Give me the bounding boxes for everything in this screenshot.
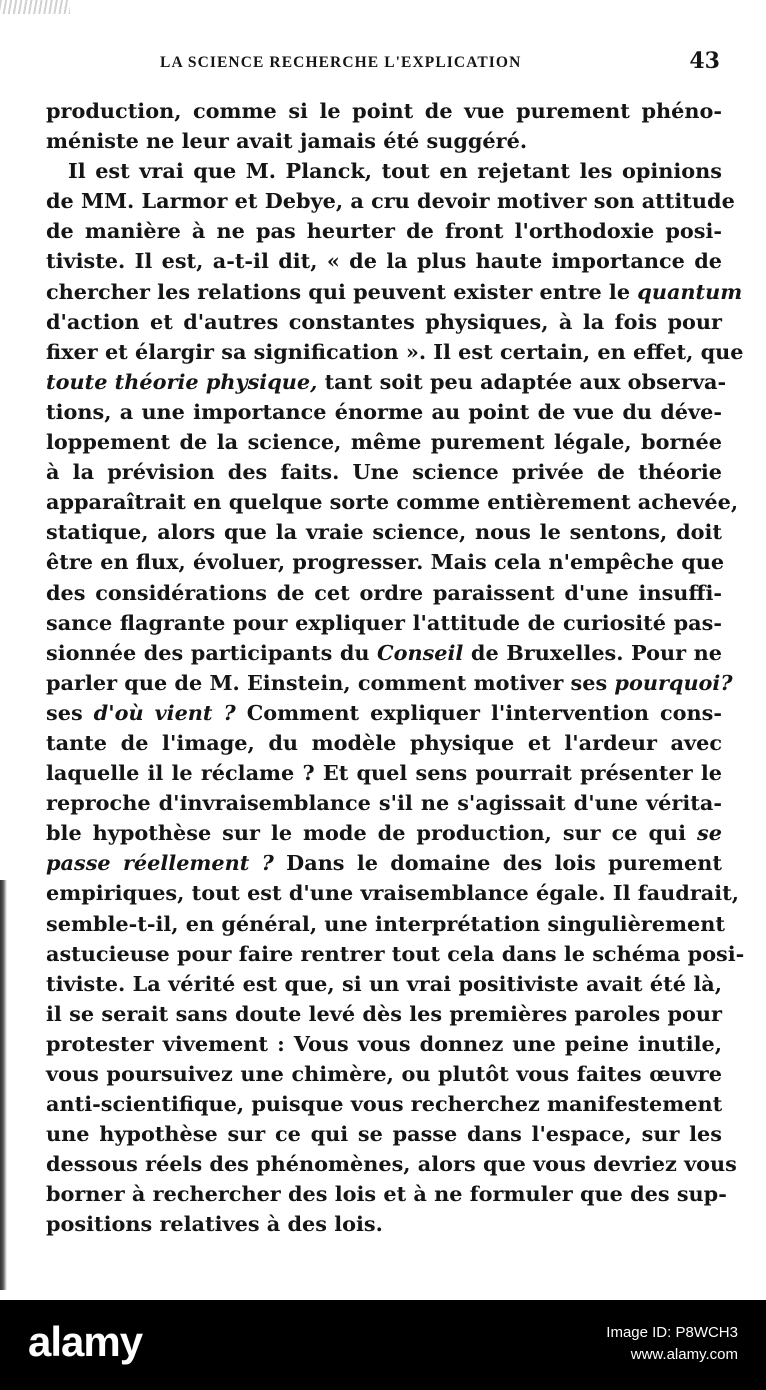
line-text: empiriques, tout est d'une vraisemblance égale. Il faudrait, xyxy=(46,880,739,906)
line-text: tiviste. Il est, a-t-il dit, « de la plus haute importance de xyxy=(46,248,722,274)
text-line xyxy=(46,999,722,1029)
line-text: Il est vrai que M. Planck, tout en rejetant les opinions xyxy=(68,158,722,184)
text-line xyxy=(46,1119,722,1149)
text-line xyxy=(46,909,725,939)
text-line xyxy=(46,156,722,186)
italic-phrase: toute théorie physique, xyxy=(46,368,318,394)
line-text: Comment expliquer l'intervention cons- xyxy=(235,699,723,725)
line-text: méniste ne leur avait jamais été suggéré. xyxy=(46,128,528,154)
text-line xyxy=(46,848,722,878)
line-text: semble-t-il, en général, une interprétation singulièrement xyxy=(46,910,725,936)
italic-phrase: Conseil xyxy=(377,639,464,665)
italic-phrase: quantum xyxy=(637,278,743,304)
text-line xyxy=(46,1149,737,1179)
text-line xyxy=(46,1179,727,1209)
text-line xyxy=(46,1209,722,1239)
line-text: astucieuse pour faire rentrer tout cela dans le schéma posi- xyxy=(46,940,745,966)
text-line xyxy=(46,337,744,367)
italic-phrase: d'où vient ? xyxy=(93,699,236,725)
line-text: borner à rechercher des lois et à ne formuler que des sup- xyxy=(46,1181,727,1207)
line-text: des considérations de cet ordre paraissent d'une insuffi- xyxy=(46,579,722,605)
page-number: 43 xyxy=(689,48,720,74)
line-text: tante de l'image, du modèle physique et l'ardeur avec xyxy=(46,729,722,755)
line-text: positions relatives à des lois. xyxy=(46,1211,383,1237)
text-line xyxy=(46,758,722,788)
text-line xyxy=(46,517,722,547)
text-line xyxy=(46,608,722,638)
text-line xyxy=(46,788,722,818)
text-line xyxy=(46,668,733,698)
line-text: de manière à ne pas heurter de front l'orthodoxie posi- xyxy=(46,218,722,244)
text-line xyxy=(46,397,722,427)
italic-phrase: se xyxy=(697,820,722,846)
line-text: Dans le domaine des lois purement xyxy=(273,850,722,876)
text-line xyxy=(46,547,725,577)
text-line xyxy=(46,246,722,276)
line-text: d'action et d'autres constantes physiques, à la fois pour xyxy=(46,308,722,334)
image-id: Image ID: P8WCH3 xyxy=(606,1324,738,1341)
line-text: fixer et élargir sa signification ». Il est certain, en effet, que xyxy=(46,338,744,364)
text-line xyxy=(46,96,722,126)
watermark-banner xyxy=(0,1300,766,1390)
line-text: protester vivement : Vous vous donnez une peine inutile, xyxy=(46,1030,722,1056)
page-edge-shadow xyxy=(0,880,7,1290)
line-text: de MM. Larmor et Debye, a cru devoir motiver son attitude xyxy=(46,188,735,214)
running-head xyxy=(40,48,720,80)
line-text: anti-scientifique, puisque vous recherchez manifestement xyxy=(46,1091,723,1117)
line-text: il se serait sans doute levé dès les premières paroles pour xyxy=(46,1000,722,1026)
text-line xyxy=(46,939,745,969)
text-line xyxy=(46,487,739,517)
line-text: être en flux, évoluer, progresser. Mais cela n'empêche que xyxy=(46,549,725,575)
line-text: une hypothèse sur ce qui se passe dans l'espace, sur les xyxy=(46,1121,722,1147)
line-text: tiviste. La vérité est que, si un vrai positiviste avait été là, xyxy=(46,970,722,996)
watermark-details xyxy=(606,1322,738,1366)
italic-phrase: pourquoi? xyxy=(614,669,733,695)
text-line xyxy=(46,878,739,908)
text-line xyxy=(46,427,722,457)
alamy-logo: alamy xyxy=(28,1318,143,1365)
text-line xyxy=(46,728,722,758)
text-line xyxy=(46,457,722,487)
scan-smudge xyxy=(0,0,70,14)
text-line xyxy=(46,698,722,728)
line-text: statique, alors que la vraie science, nous le sentons, doit xyxy=(46,519,722,545)
italic-phrase: passe réellement ? xyxy=(46,850,274,876)
line-text: ble hypothèse sur le mode de production, sur ce qui xyxy=(46,820,698,846)
line-text: parler que de M. Einstein, comment motiver ses xyxy=(46,669,615,695)
line-text: vous poursuivez une chimère, ou plutôt vous faites œuvre xyxy=(46,1061,722,1086)
text-line xyxy=(46,578,722,608)
line-text: laquelle il le réclame ? Et quel sens pourrait présenter le xyxy=(46,760,722,786)
text-line xyxy=(46,638,722,668)
text-line xyxy=(46,1059,722,1089)
line-text: production, comme si le point de vue purement phéno- xyxy=(46,98,722,123)
text-line xyxy=(46,818,722,848)
running-title: LA SCIENCE RECHERCHE L'EXPLICATION xyxy=(160,54,522,71)
text-line xyxy=(46,969,722,999)
text-line xyxy=(46,216,722,246)
text-line xyxy=(46,277,743,307)
line-text: sance flagrante pour expliquer l'attitude de curiosité pas- xyxy=(46,609,722,635)
line-text: chercher les relations qui peuvent exister entre le xyxy=(46,278,638,304)
line-text: apparaîtrait en quelque sorte comme entièrement achevée, xyxy=(46,489,739,515)
text-line xyxy=(46,186,735,216)
text-line xyxy=(46,367,727,397)
line-text: tant soit peu adaptée aux observa- xyxy=(317,368,727,394)
line-text: tions, a une importance énorme au point de vue du déve- xyxy=(46,398,722,424)
line-text: à la prévision des faits. Une science privée de théorie xyxy=(46,459,722,485)
line-text: reproche d'invraisemblance s'il ne s'agissait d'une vérita- xyxy=(46,790,722,816)
text-line xyxy=(46,307,722,337)
site-url: www.alamy.com xyxy=(630,1346,738,1363)
line-text: loppement de la science, même purement légale, bornée xyxy=(46,429,722,455)
line-text: dessous réels des phénomènes, alors que vous devriez vous xyxy=(46,1151,737,1177)
line-text: sionnée des participants du xyxy=(46,639,378,665)
text-line xyxy=(46,1089,722,1119)
text-line xyxy=(46,1029,722,1059)
text-line xyxy=(46,126,722,156)
line-text: ses xyxy=(46,699,94,725)
body-text xyxy=(46,96,745,1240)
line-text: de Bruxelles. Pour ne xyxy=(463,639,722,665)
